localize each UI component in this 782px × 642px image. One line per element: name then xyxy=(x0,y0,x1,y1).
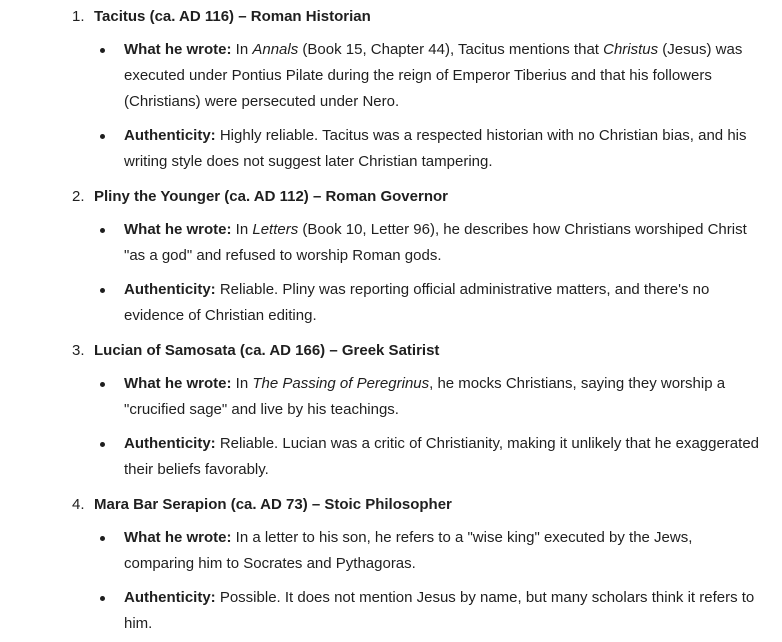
bullet-run-text: Reliable. Pliny was reporting official administrative matters, and there's no evidence of Christian editing. xyxy=(124,281,710,324)
bullet-icon xyxy=(100,288,105,293)
bullet-label: Authenticity: xyxy=(124,127,216,144)
bullet-text xyxy=(124,371,762,423)
bullet-icon xyxy=(100,228,105,233)
bullet-run-text: In a letter to his son, he refers to a "wise king" executed by the Jews, comparing him to Socrates and Pythagoras. xyxy=(124,529,693,572)
bullet-label: What he wrote: xyxy=(124,529,232,546)
bullet-run-text: Possible. It does not mention Jesus by name, but many scholars think it refers to him. xyxy=(124,589,755,632)
bullet-label: Authenticity: xyxy=(124,589,216,606)
bullet-run-text: In xyxy=(231,375,253,392)
bullet-text xyxy=(124,37,762,115)
italic-title-text: Annals xyxy=(252,41,299,58)
bullet-icon xyxy=(100,382,105,387)
bullet-text xyxy=(124,585,762,637)
bullet-text xyxy=(124,431,762,483)
bullet-label: What he wrote: xyxy=(124,221,232,238)
list-item-title: Pliny the Younger (ca. AD 112) – Roman Governor xyxy=(94,188,448,205)
list-number: 3. xyxy=(72,342,85,359)
bullet-text xyxy=(124,277,762,329)
bullet-run-text: In xyxy=(231,221,253,238)
bullet-run-text: (Book 10, Letter 96), he describes how Christians worshiped Christ "as a god" and refused to worship Roman gods. xyxy=(124,221,747,264)
bullet-icon xyxy=(100,48,105,53)
bullet-icon xyxy=(100,536,105,541)
bullet-run-text: (Book 15, Chapter 44), Tacitus mentions that xyxy=(298,41,604,58)
bullet-text xyxy=(124,123,762,175)
bullet-run-text: , he mocks Christians, saying they worship a "crucified sage" and live by his teachings. xyxy=(124,375,726,418)
bullet-run-text: Highly reliable. Tacitus was a respected historian with no Christian bias, and his writing style does not suggest later Christian tampering. xyxy=(124,127,747,170)
list-item-title: Lucian of Samosata (ca. AD 166) – Greek Satirist xyxy=(94,342,440,359)
list-number: 1. xyxy=(72,8,85,25)
bullet-label: Authenticity: xyxy=(124,281,216,298)
bullet-text xyxy=(124,217,762,269)
bullet-icon xyxy=(100,442,105,447)
bullet-run-text: Reliable. Lucian was a critic of Christianity, making it unlikely that he exaggerated their beliefs favorably. xyxy=(124,435,759,478)
list-number: 4. xyxy=(72,496,85,513)
list-item-title: Mara Bar Serapion (ca. AD 73) – Stoic Philosopher xyxy=(94,496,452,513)
bullet-label: What he wrote: xyxy=(124,41,232,58)
list-item-title: Tacitus (ca. AD 116) – Roman Historian xyxy=(94,8,371,25)
bullet-text xyxy=(124,525,762,577)
italic-title-text: The Passing of Peregrinus xyxy=(252,375,430,392)
bullet-icon xyxy=(100,596,105,601)
bullet-run-text: (Jesus) was executed under Pontius Pilate during the reign of Emperor Tiberius and that his followers (Christians) were persecuted under Nero. xyxy=(124,41,743,110)
italic-title-text: Letters xyxy=(252,221,299,238)
list-number: 2. xyxy=(72,188,85,205)
bullet-icon xyxy=(100,134,105,139)
bullet-label: What he wrote: xyxy=(124,375,232,392)
italic-title-text: Christus xyxy=(603,41,659,58)
bullet-label: Authenticity: xyxy=(124,435,216,452)
bullet-run-text: In xyxy=(231,41,253,58)
